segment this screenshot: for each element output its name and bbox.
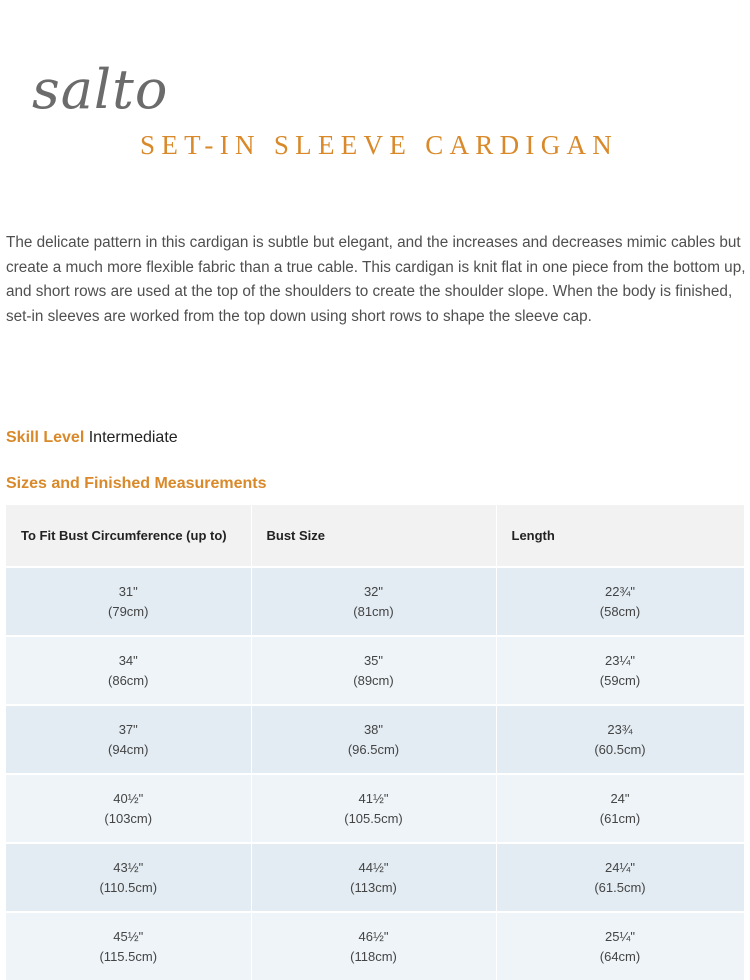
measurement-inches: 23¼" <box>605 652 635 668</box>
measurement-cm: (103cm) <box>104 810 153 826</box>
measurements-table <box>6 505 745 980</box>
measurement-cm: (96.5cm) <box>347 741 400 757</box>
measurement-inches: 38" <box>363 721 384 737</box>
measurement-inches: 44½" <box>358 859 389 875</box>
table-row <box>6 843 744 912</box>
table-cell-bust-circumference <box>6 774 251 843</box>
table-cell-bust-size <box>251 705 496 774</box>
column-header-bust-circumference: To Fit Bust Circumference (up to) <box>6 505 251 567</box>
table-cell-bust-circumference <box>6 567 251 636</box>
pattern-subtitle: SET-IN SLEEVE CARDIGAN <box>140 130 619 160</box>
measurement-cm: (61cm) <box>599 810 641 826</box>
table-cell-bust-size <box>251 774 496 843</box>
table-row <box>6 774 744 843</box>
table-cell-bust-size <box>251 843 496 912</box>
measurement-inches: 31" <box>118 583 138 599</box>
measurement-cm: (105.5cm) <box>344 810 403 826</box>
table-cell-bust-size <box>251 636 496 705</box>
table-cell-length <box>496 705 744 774</box>
measurement-cm: (89cm) <box>353 672 394 688</box>
measurement-cm: (58cm) <box>599 603 641 619</box>
measurement-cm: (81cm) <box>353 603 394 619</box>
measurement-cm: (61.5cm) <box>594 879 646 895</box>
measurement-inches: 24" <box>610 790 630 806</box>
skill-level-value: Intermediate <box>88 429 178 446</box>
skill-level-label: Skill Level <box>6 429 85 446</box>
measurement-inches: 37" <box>118 721 138 737</box>
table-row <box>6 567 744 636</box>
table-cell-length <box>496 567 744 636</box>
measurement-cm: (64cm) <box>599 948 641 964</box>
measurement-inches: 35" <box>363 652 384 668</box>
measurement-cm: (113cm) <box>350 879 397 895</box>
table-row <box>6 705 744 774</box>
measurement-inches: 23¾ <box>607 721 633 737</box>
measurement-inches: 43½" <box>113 859 144 875</box>
table-cell-bust-size <box>251 567 496 636</box>
measurement-inches: 22¾" <box>605 583 635 599</box>
measurement-inches: 41½" <box>358 790 389 806</box>
table-cell-bust-circumference <box>6 705 251 774</box>
table-cell-bust-circumference <box>6 843 251 912</box>
table-header-row <box>6 505 744 567</box>
measurement-inches: 34" <box>118 652 138 668</box>
measurement-cm: (59cm) <box>599 672 641 688</box>
measurement-cm: (110.5cm) <box>99 879 158 895</box>
pattern-name-script: salto <box>32 58 169 121</box>
pattern-description: The delicate pattern in this cardigan is subtle but elegant, and the increases and decreases mimic cables but create a much more flexible fabric than a true cable. This cardigan is knit flat in one piece from the bottom up, and short rows are used at the top of the shoulders to create the shoulder slope. When the body is finished, set-in sleeves are worked from the top down using short rows to shape the sleeve cap. <box>6 234 746 325</box>
measurement-cm: (60.5cm) <box>594 741 646 757</box>
measurement-inches: 40½" <box>113 790 144 806</box>
column-header-bust-size: Bust Size <box>251 505 496 567</box>
table-cell-length <box>496 636 744 705</box>
table-cell-length <box>496 774 744 843</box>
measurement-inches: 24¼" <box>605 859 635 875</box>
measurement-cm: (118cm) <box>350 948 397 964</box>
measurement-cm: (86cm) <box>108 672 149 688</box>
table-cell-length <box>496 843 744 912</box>
measurement-cm: (115.5cm) <box>99 948 158 964</box>
column-header-length: Length <box>496 505 744 567</box>
measurement-inches: 45½" <box>113 928 144 944</box>
measurement-inches: 25¼" <box>605 928 635 944</box>
skill-level <box>6 429 178 447</box>
measurement-inches: 46½" <box>358 928 389 944</box>
table-cell-bust-circumference <box>6 636 251 705</box>
measurement-cm: (94cm) <box>108 741 149 757</box>
measurement-inches: 32" <box>363 583 384 599</box>
measurement-cm: (79cm) <box>108 603 149 619</box>
sizes-heading: Sizes and Finished Measurements <box>6 475 267 492</box>
table-row <box>6 636 744 705</box>
